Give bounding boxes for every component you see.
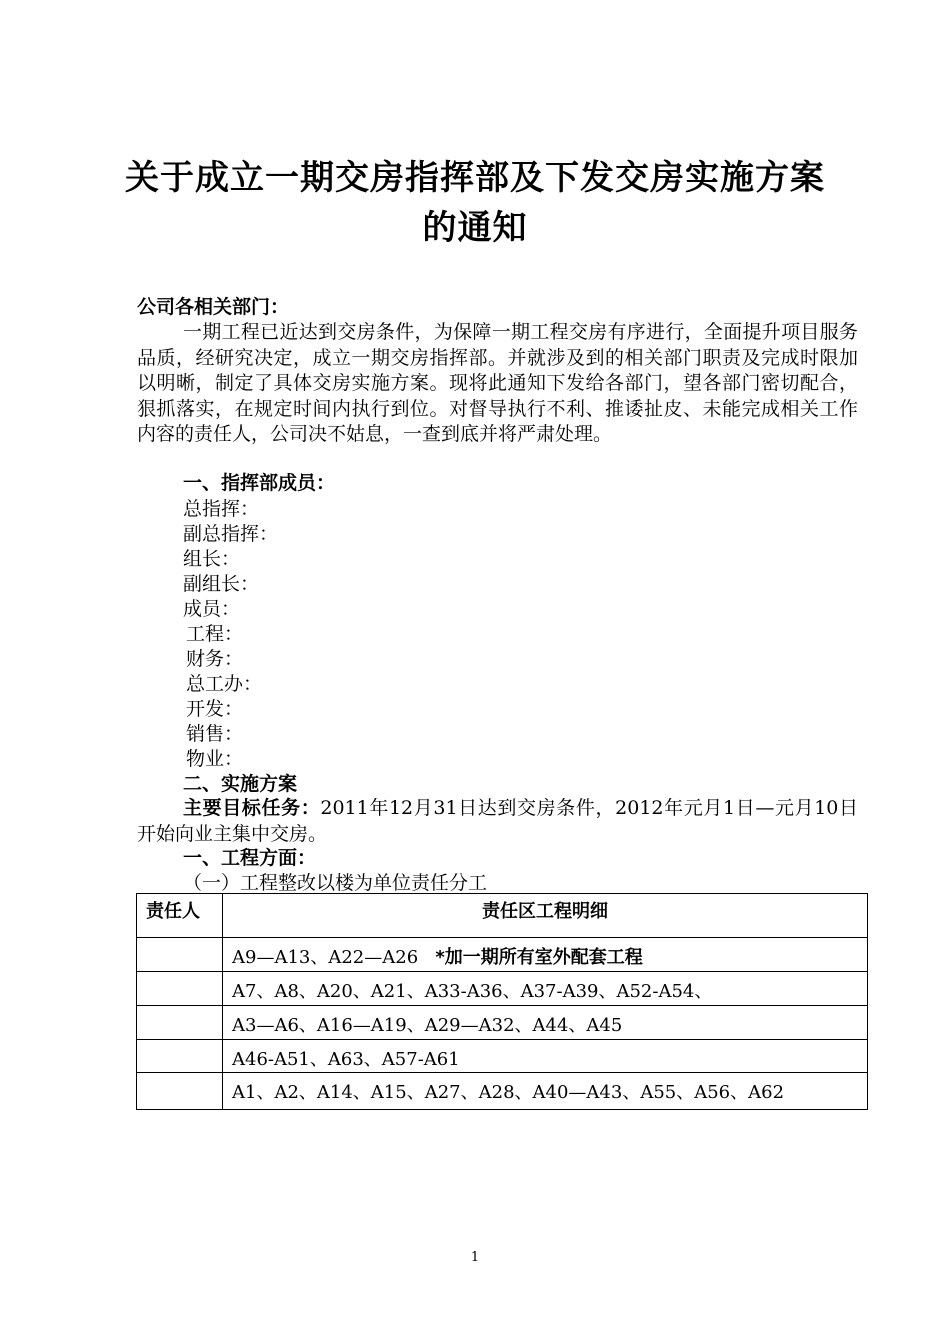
salutation: 公司各相关部门： [137,296,290,318]
detail-extra: *加一期所有室外配套工程 [435,947,643,968]
document-title-line2: 的通知 [422,208,528,248]
role-chief-commander: 总指挥： [183,498,260,520]
goal-paragraph [137,796,858,847]
role-finance: 财务： [186,648,244,670]
section2-heading: 二、实施方案 [183,773,298,795]
role-deputy-group-leader: 副组长： [183,573,260,595]
role-engineering: 工程： [186,623,244,645]
role-group-leader: 组长： [183,548,241,570]
cell-detail: A3—A6、A16—A19、A29—A32、A44、A45 [223,1006,868,1040]
cell-person [137,972,223,1006]
table-row [137,1040,868,1073]
role-development: 开发： [186,698,244,720]
cell-person [137,1040,223,1073]
intro-paragraph: 一期工程已近达到交房条件，为保障一期工程交房有序进行，全面提升项目服务品质，经研究决定，成立一期交房指挥部。并就涉及到的相关部门职责及完成时限加以明晰，制定了具体交房实施方案。现将此通知下发给各部门，望各部门密切配合，狠抓落实，在规定时间内执行到位。对督导执行不利、推诿扯皮、未能完成相关工作内容的责任人，公司决不姑息，一查到底并将严肃处理。 [137,321,858,445]
cell-detail: A46-A51、A63、A57-A61 [223,1040,868,1073]
engineering-subheading: （一）工程整改以楼为单位责任分工 [183,872,488,894]
table-row [137,1073,868,1110]
goal-label: 主要目标任务： [183,797,321,819]
table-row [137,938,868,972]
header-detail: 责任区工程明细 [223,894,868,938]
page-number: 1 [470,1250,480,1265]
table-header-row [137,894,868,938]
cell-detail: A1、A2、A14、A15、A27、A28、A40—A43、A55、A56、A62 [223,1073,868,1110]
cell-detail: A7、A8、A20、A21、A33-A36、A37-A39、A52-A54、 [223,972,868,1006]
role-sales: 销售： [186,723,244,745]
cell-person [137,1006,223,1040]
cell-detail [223,938,868,972]
cell-person [137,1073,223,1110]
role-property: 物业： [186,748,244,770]
engineering-heading: 一、工程方面： [183,847,317,869]
detail-text: A9—A13、A22—A26 [232,947,419,968]
section1-heading: 一、指挥部成员： [183,472,336,494]
cell-person [137,938,223,972]
header-person: 责任人 [137,894,223,938]
role-chief-engineer-office: 总工办： [186,673,263,695]
role-deputy-commander: 副总指挥： [183,523,279,545]
document-title-line1: 关于成立一期交房指挥部及下发交房实施方案 [125,158,825,198]
table-row [137,972,868,1006]
table-row [137,1006,868,1040]
role-members: 成员： [183,598,241,620]
goal-text: 2011年12月31日达到交房条件，2012年元月1日—元月10日开始向业主集中交房。 [137,797,858,845]
responsibility-table [136,893,868,1110]
